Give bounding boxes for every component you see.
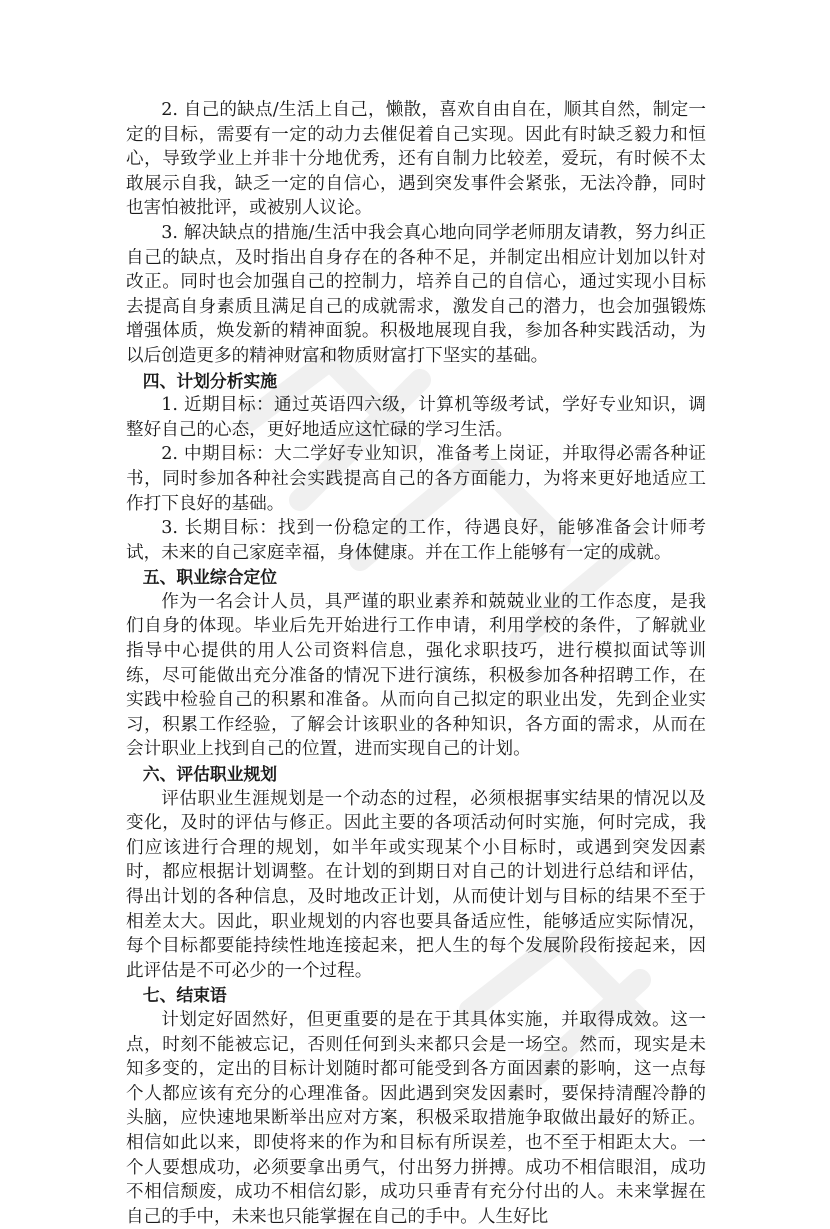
section-heading: 四、计划分析实施 <box>142 370 278 391</box>
paragraph: 1. 近期目标：通过英语四六级，计算机等级考试，学好专业知识，调整好自己的心态，更好地适应这忙碌的学习生活。 <box>126 395 706 440</box>
paragraph: 作为一名会计人员，具严谨的职业素养和兢兢业业的工作态度，是我们自身的体现。毕业后先开始进行工作申请，利用学校的条件，了解就业指导中心提供的用人公司资料信息，强化求职技巧，进行模拟面试等训练，尽可能做出充分准备的情况下进行演练，积极参加各种招聘工作，在实践中检验自己的积累和准备。从而向自己拟定的职业出发，先到企业实习，积累工作经验，了解会计该职业的各种知识，各方面的需求，从而在会计职业上找到自己的位置，进而实现自己的计划。 <box>126 591 706 760</box>
paragraph: 评估职业生涯规划是一个动态的过程，必须根据事实结果的情况以及变化，及时的评估与修正。因此主要的各项活动何时实施，何时完成，我们应该进行合理的规划，如半年或实现某个小目标时，或遇到突发因素时，都应根据计划调整。在计划的到期日对自己的计划进行总结和评估，得出计划的各种信息，及时地改正计划，从而使计划与目标的结果不至于相差太大。因此，职业规划的内容也要具备适应性，能够适应实际情况，每个目标都要能持续性地连接起来，把人生的每个发展阶段衔接起来，因此评估是不可必少的一个过程。 <box>126 788 706 981</box>
section-heading: 六、评估职业规划 <box>142 764 278 785</box>
document-body <box>126 98 706 1229</box>
paragraph: 2. 中期目标：大二学好专业知识，准备考上岗证，并取得必需各种证书，同时参加各种社会实践提高自己的各方面能力，为将来更好地适应工作打下良好的基础。 <box>126 444 706 514</box>
section-heading: 七、结束语 <box>142 985 227 1006</box>
section-heading: 五、职业综合定位 <box>142 567 278 588</box>
paragraph: 3. 长期目标：找到一份稳定的工作，待遇良好，能够准备会计师考试，未来的自己家庭幸福，身体健康。并在工作上能够有一定的成就。 <box>126 518 706 563</box>
paragraph: 计划定好固然好，但更重要的是在于其具体实施，并取得成效。这一点，时刻不能被忘记，否则任何到头来都只会是一场空。然而，现实是未知多变的，定出的目标计划随时都可能受到各方面因素的影响，这一点每个人都应该有充分的心理准备。因此遇到突发因素时，要保持清醒冷静的头脑，应快速地果断举出应对方案，积极采取措施争取做出最好的矫正。相信如此以来，即使将来的作为和目标有所误差，也不至于相距太大。一个人要想成功，必须要拿出勇气，付出努力拼搏。成功不相信眼泪，成功不相信颓废，成功不相信幻影，成功只垂青有充分付出的人。未来掌握在自己的手中，未来也只能掌握在自己的手中。人生好比 <box>126 1009 706 1227</box>
paragraph: 2. 自己的缺点/生活上自己，懒散，喜欢自由自在，顺其自然，制定一定的目标，需要有一定的动力去催促着自己实现。因此有时缺乏毅力和恒心，导致学业上并非十分地优秀，还有自制力比较差，爱玩，有时候不太敢展示自我，缺乏一定的自信心，遇到突发事件会紧张，无法冷静，同时也害怕被批评，或被别人议论。 <box>126 100 706 219</box>
paragraph: 3. 解决缺点的措施/生活中我会真心地向同学老师朋友请教，努力纠正自己的缺点，及时指出自身存在的各种不足，并制定出相应计划加以针对改正。同时也会加强自己的控制力，培养自己的自信心，通过实现小目标去提高自身素质且满足自己的成就需求，激发自己的潜力，也会加强锻炼增强体质，焕发新的精神面貌。积极地展现自我，参加各种实践活动，为以后创造更多的精神财富和物质财富打下坚实的基础。 <box>126 222 706 366</box>
